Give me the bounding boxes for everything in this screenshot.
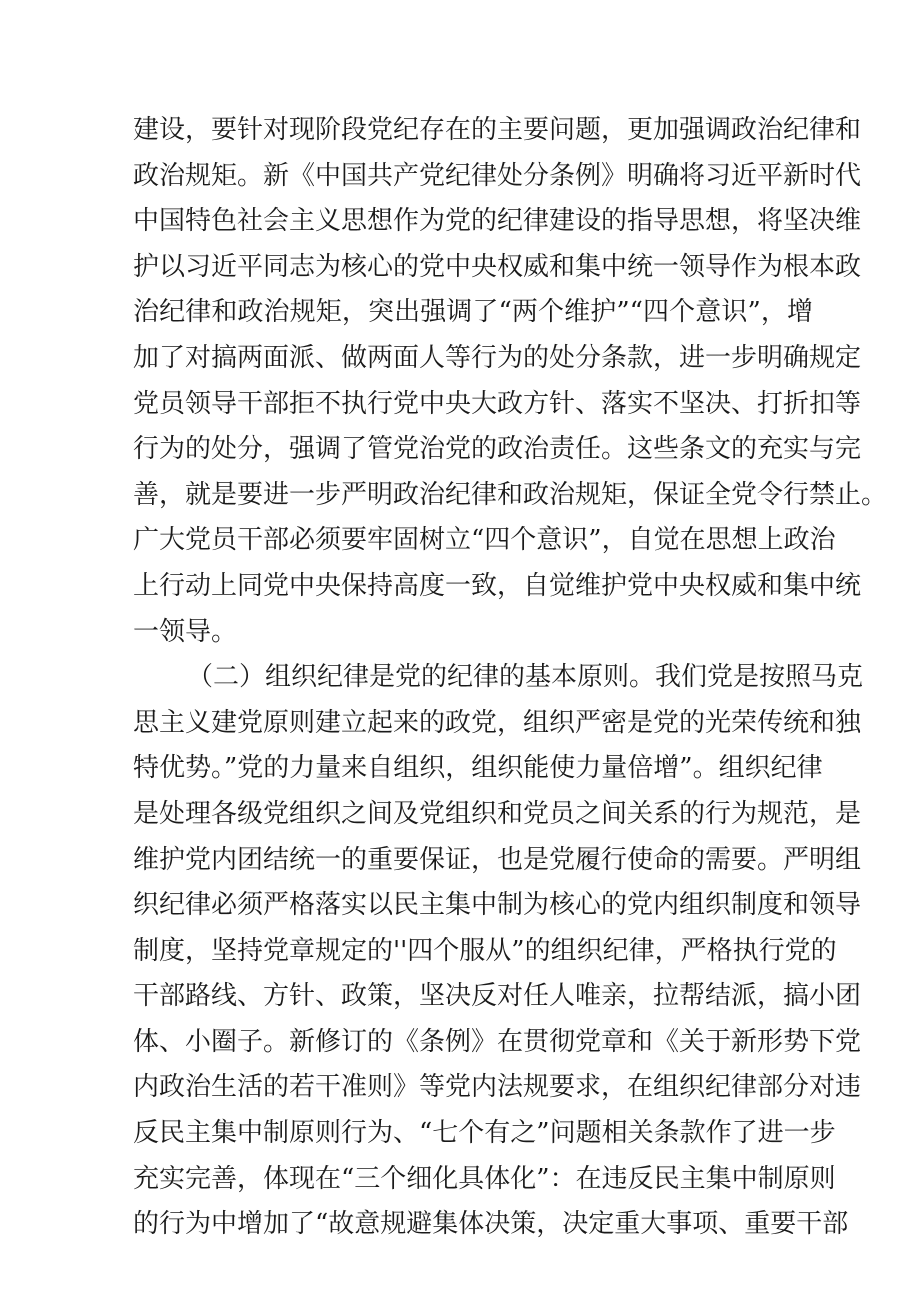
text-line: 充实完善，体现在“三个细化具体化”：在违反民主集中制原则 bbox=[133, 1163, 836, 1194]
text-line: 是处理各级党组织之间及党组织和党员之间关系的行为规范，是 bbox=[133, 798, 862, 829]
text-line: 的行为中增加了“故意规避集体决策，决定重大事项、重要干部 bbox=[133, 1209, 849, 1240]
body-text bbox=[133, 108, 888, 1248]
text-line: 反民主集中制原则行为、“七个有之”问题相关条款作了进一步 bbox=[133, 1118, 836, 1149]
text-line: 治纪律和政治规矩，突出强调了“两个维护”“四个意识”，增 bbox=[133, 297, 813, 328]
text-line: 内政治生活的若干准则》等党内法规要求，在组织纪律部分对违 bbox=[133, 1072, 862, 1103]
text-line: （二）组织纪律是党的纪律的基本原则。我们党是按照马克 bbox=[187, 662, 864, 693]
text-line: 中国特色社会主义思想作为党的纪律建设的指导思想，将坚决维 bbox=[133, 206, 862, 237]
text-line: 建设，要针对现阶段党纪存在的主要问题，更加强调政治纪律和 bbox=[133, 115, 862, 145]
text-line: 维护党内团结统一的重要保证，也是党履行使命的需要。严明组 bbox=[133, 844, 862, 875]
text-line: 织纪律必须严格落实以民主集中制为核心的党内组织制度和领导 bbox=[133, 890, 862, 921]
text-line: 特优势。”党的力量来自组织，组织能使力量倍增”。组织纪律 bbox=[133, 753, 823, 784]
text-line: 护以习近平同志为核心的党中央权威和集中统一领导作为根本政 bbox=[133, 251, 862, 282]
paragraph-organizational-discipline bbox=[133, 655, 864, 1248]
text-line: 一领导。 bbox=[133, 616, 238, 647]
text-line: 干部路线、方针、政策，坚决反对任人唯亲，拉帮结派，搞小团 bbox=[133, 981, 862, 1012]
text-line: 加了对搞两面派、做两面人等行为的处分条款，进一步明确规定 bbox=[133, 342, 862, 373]
text-line: 广大党员干部必须要牢固树立“四个意识”，自觉在思想上政治 bbox=[133, 525, 836, 556]
paragraph-political-discipline bbox=[133, 108, 888, 655]
text-line: 思主义建党原则建立起来的政党，组织严密是党的光荣传统和独 bbox=[133, 707, 862, 738]
text-line: 体、小圈子。新修订的《条例》在贯彻党章和《关于新形势下党 bbox=[133, 1026, 862, 1057]
text-line: 制度，坚持党章规定的''四个服从”的组织纪律，严格执行党的 bbox=[133, 935, 837, 966]
text-line: 善，就是要进一步严明政治纪律和政治规矩，保证全党令行禁止。 bbox=[133, 479, 888, 510]
text-line: 行为的处分，强调了管党治党的政治责任。这些条文的充实与完 bbox=[133, 434, 862, 465]
text-line: 上行动上同党中央保持高度一致，自觉维护党中央权威和集中统 bbox=[133, 570, 862, 601]
text-line: 党员领导干部拒不执行党中央大政方针、落实不坚决、打折扣等 bbox=[133, 388, 862, 419]
text-line: 政治规矩。新《中国共产党纪律处分条例》明确将习近平新时代 bbox=[133, 160, 862, 191]
